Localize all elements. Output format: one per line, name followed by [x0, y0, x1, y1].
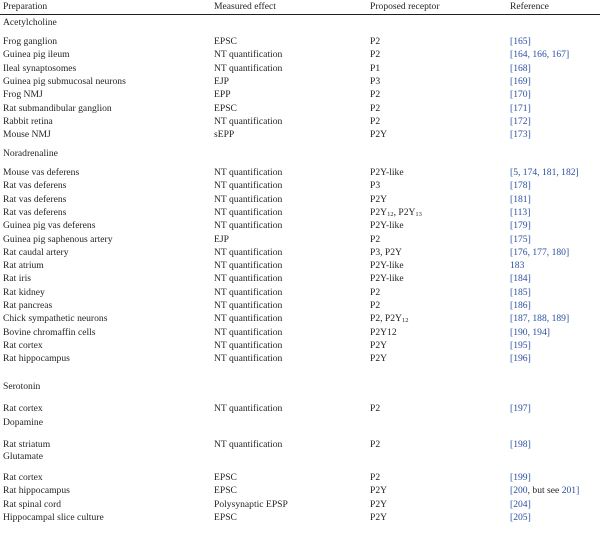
measured-effect-cell: NT quantification — [214, 339, 283, 351]
proposed-receptor-cell — [370, 116, 380, 127]
table-row — [0, 472, 600, 484]
proposed-receptor-cell — [370, 129, 387, 140]
proposed-receptor-cell — [370, 472, 380, 483]
reference-cell — [510, 313, 569, 324]
table-row — [0, 512, 600, 524]
receptor-text: P2 — [370, 472, 381, 483]
reference-cell — [510, 340, 531, 351]
table-row — [0, 63, 600, 75]
receptor-text: P2 — [370, 36, 381, 47]
reference-link[interactable]: [196] — [510, 353, 531, 365]
receptor-text: P2 — [370, 300, 381, 311]
measured-effect-cell: NT quantification — [214, 220, 283, 232]
table-row — [0, 313, 600, 325]
reference-cell — [510, 499, 531, 510]
header-preparation: Preparation — [3, 1, 48, 12]
receptor-text: P2Y-like — [370, 260, 404, 272]
measured-effect-cell: NT quantification — [214, 403, 283, 414]
proposed-receptor-cell — [370, 313, 409, 324]
measured-effect-cell: Polysynaptic EPSP — [214, 498, 288, 510]
measured-effect-cell: NT quantification — [214, 167, 283, 178]
table-row — [0, 300, 600, 312]
measured-effect-cell: NT quantification — [214, 49, 283, 61]
receptor-text: P2 — [370, 439, 381, 450]
measured-effect-cell: sEPP — [214, 129, 235, 141]
proposed-receptor-cell — [370, 260, 404, 271]
reference-link[interactable]: [179] — [510, 220, 531, 232]
table-row — [0, 234, 600, 246]
proposed-receptor-cell — [370, 220, 404, 231]
measured-effect-cell: NT quantification — [214, 313, 283, 325]
section-heading: Acetylcholine — [3, 17, 57, 28]
measured-effect-cell: NT quantification — [214, 206, 283, 218]
reference-cell — [510, 353, 531, 364]
reference-cell — [510, 300, 531, 311]
measured-effect-cell: NT quantification — [214, 62, 283, 74]
reference-link[interactable]: [171] — [510, 102, 531, 114]
receptor-text: P2Y — [370, 206, 388, 218]
reference-cell — [510, 287, 531, 298]
proposed-receptor-cell — [370, 49, 380, 60]
receptor-subscript: 12 — [402, 317, 409, 325]
reference-link[interactable]: [165] — [510, 36, 531, 47]
reference-link[interactable]: [181] — [510, 193, 531, 205]
preparation-cell: Mouse vas deferens — [3, 167, 80, 178]
receptor-text: P2Y — [370, 193, 388, 205]
reference-cell — [510, 194, 531, 205]
measured-effect-cell: NT quantification — [214, 193, 283, 205]
reference-cell — [510, 63, 531, 74]
table-row — [0, 76, 600, 88]
proposed-receptor-cell — [370, 36, 380, 47]
reference-cell — [510, 167, 579, 178]
preparation-cell: Rabbit retina — [3, 115, 53, 127]
preparation-cell: Rat cortex — [3, 403, 43, 414]
reference-link[interactable]: [190, 194] — [510, 326, 550, 338]
preparation-cell: Rat vas deferens — [3, 180, 67, 192]
measured-effect-cell: NT quantification — [214, 300, 283, 311]
section-heading: Serotonin — [3, 381, 41, 392]
table-row — [0, 167, 600, 179]
measured-effect-cell: EPSC — [214, 485, 237, 497]
reference-cell — [510, 485, 579, 496]
measured-effect-cell: NT quantification — [214, 326, 283, 338]
reference-link[interactable]: [185] — [510, 286, 531, 298]
reference-link[interactable]: [164, 166, 167] — [510, 49, 570, 61]
receptor-text: P2Y12 — [370, 326, 397, 338]
table-row — [0, 403, 600, 415]
reference-cell — [510, 439, 531, 450]
reference-link[interactable]: [172] — [510, 115, 531, 127]
receptor-text: P2Y-like — [370, 273, 404, 285]
receptor-text: P2 — [370, 403, 381, 414]
reference-link[interactable]: [169] — [510, 75, 531, 87]
proposed-receptor-cell — [370, 76, 380, 87]
receptor-text: P2Y — [370, 498, 388, 510]
preparation-cell: Rat hippocampus — [3, 353, 70, 365]
preparation-cell: Rat striatum — [3, 439, 51, 450]
reference-cell — [510, 220, 531, 231]
proposed-receptor-cell — [370, 103, 380, 114]
reference-cell — [510, 247, 569, 258]
measured-effect-cell: EJP — [214, 233, 229, 245]
preparation-cell: Mouse NMJ — [3, 129, 51, 141]
receptor-text: P2 — [370, 115, 381, 127]
table-row — [0, 49, 600, 61]
proposed-receptor-cell — [370, 439, 380, 450]
reference-link[interactable]: [197] — [510, 403, 531, 414]
receptor-text: , P2Y — [393, 206, 416, 218]
preparation-cell: Guinea pig submucosal neurons — [3, 75, 126, 87]
receptor-text: P2 — [370, 233, 381, 245]
preparation-cell: Rat submandibular ganglion — [3, 102, 112, 114]
table-row — [0, 194, 600, 206]
reference-cell — [510, 76, 531, 87]
proposed-receptor-cell — [370, 287, 380, 298]
preparation-cell: Rat cortex — [3, 472, 43, 483]
receptor-text: P2 — [370, 89, 381, 101]
receptor-text: P1 — [370, 62, 381, 74]
reference-cell — [510, 36, 531, 47]
preparation-cell: Rat hippocampus — [3, 485, 70, 497]
preparation-cell: Frog NMJ — [3, 89, 43, 101]
reference-link[interactable]: [184] — [510, 273, 531, 285]
table-row — [0, 220, 600, 232]
measured-effect-cell: NT quantification — [214, 273, 283, 285]
proposed-receptor-cell — [370, 340, 387, 351]
reference-cell — [510, 207, 530, 218]
reference-link[interactable]: ] — [576, 485, 580, 497]
preparation-cell: Guinea pig saphenous artery — [3, 233, 113, 245]
preparation-cell: Ileal synaptosomes — [3, 62, 77, 74]
measured-effect-cell: NT quantification — [214, 286, 283, 298]
reference-link[interactable]: [173] — [510, 129, 531, 141]
reference-link[interactable]: [198] — [510, 439, 531, 450]
table-row — [0, 439, 600, 451]
proposed-receptor-cell — [370, 499, 387, 510]
reference-link[interactable]: [5, 174, 181, 182] — [510, 167, 579, 178]
measured-effect-cell: NT quantification — [214, 246, 283, 258]
reference-link[interactable]: [187, 188, 189] — [510, 313, 570, 325]
reference-link[interactable]: [204] — [510, 498, 531, 510]
proposed-receptor-cell — [370, 194, 387, 205]
proposed-receptor-cell — [370, 273, 404, 284]
preparation-cell: Rat iris — [3, 273, 31, 285]
proposed-receptor-cell — [370, 167, 404, 178]
proposed-receptor-cell — [370, 180, 380, 191]
measured-effect-cell: EPSC — [214, 36, 237, 47]
measured-effect-cell: EPSC — [214, 102, 237, 114]
receptor-text: P2Y-like — [370, 167, 404, 178]
reference-cell — [510, 89, 531, 100]
preparation-cell: Hippocampal slice culture — [3, 511, 104, 523]
table-row — [0, 207, 600, 219]
table-row — [0, 340, 600, 352]
reference-link[interactable]: 201 — [561, 485, 577, 497]
header-reference: Reference — [510, 1, 549, 12]
reference-link[interactable]: [170] — [510, 89, 531, 101]
receptor-subscript: 12 — [387, 210, 394, 218]
measured-effect-cell: EPSC — [214, 472, 237, 483]
table-row — [0, 180, 600, 192]
preparation-cell: Chick sympathetic neurons — [3, 313, 108, 325]
reference-link[interactable]: [176, 177, 180] — [510, 246, 570, 258]
receptor-text: P2Y — [370, 339, 388, 351]
header-rule — [0, 14, 600, 15]
reference-link[interactable]: [199] — [510, 472, 531, 483]
table-row — [0, 103, 600, 115]
reference-link[interactable]: [200 — [510, 485, 528, 497]
measured-effect-cell: NT quantification — [214, 353, 283, 365]
measured-effect-cell: NT quantification — [214, 260, 283, 272]
table-row — [0, 485, 600, 497]
reference-cell — [510, 403, 531, 414]
table-row — [0, 260, 600, 272]
header-measured-effect: Measured effect — [214, 1, 276, 12]
reference-link[interactable]: 183 — [510, 260, 525, 272]
table-row — [0, 327, 600, 339]
table-row — [0, 353, 600, 365]
reference-cell — [510, 49, 569, 60]
section-heading: Glutamate — [3, 451, 43, 462]
receptor-text: P3 — [370, 180, 381, 192]
reference-link[interactable]: [168] — [510, 62, 531, 74]
header-proposed-receptor: Proposed receptor — [370, 1, 440, 12]
proposed-receptor-cell — [370, 353, 387, 364]
section-heading: Dopamine — [3, 417, 43, 428]
proposed-receptor-cell — [370, 63, 380, 74]
reference-link[interactable]: [205] — [510, 511, 531, 523]
receptor-text: P3, P2Y — [370, 246, 402, 258]
receptor-text: P2Y — [370, 485, 388, 497]
proposed-receptor-cell — [370, 327, 397, 338]
preparation-cell: Rat atrium — [3, 260, 44, 272]
reference-note: , but see — [527, 485, 562, 497]
receptor-text: P2 — [370, 102, 381, 114]
receptor-text: P2Y — [370, 511, 388, 523]
reference-link[interactable]: [113] — [510, 206, 531, 218]
preparation-cell: Rat vas deferens — [3, 193, 67, 205]
receptor-text: P2 — [370, 286, 381, 298]
reference-cell — [510, 129, 531, 140]
table-row — [0, 499, 600, 511]
receptor-text: P3 — [370, 75, 381, 87]
reference-cell — [510, 273, 531, 284]
reference-cell — [510, 116, 531, 127]
reference-link[interactable]: [178] — [510, 180, 531, 192]
proposed-receptor-cell — [370, 403, 380, 414]
reference-cell — [510, 472, 531, 483]
receptor-subscript: 13 — [415, 210, 422, 218]
measured-effect-cell: EPSC — [214, 511, 237, 523]
table-row — [0, 36, 600, 48]
preparation-cell: Rat kidney — [3, 286, 45, 298]
table-row — [0, 287, 600, 299]
preparation-cell: Rat vas deferens — [3, 206, 67, 218]
reference-cell — [510, 327, 550, 338]
proposed-receptor-cell — [370, 89, 380, 100]
preparation-cell: Bovine chromaffin cells — [3, 326, 96, 338]
reference-cell — [510, 260, 524, 271]
preparation-cell: Rat cortex — [3, 339, 43, 351]
reference-link[interactable]: [195] — [510, 339, 531, 351]
receptor-text: P2 — [370, 49, 381, 61]
reference-link[interactable]: [186] — [510, 300, 531, 311]
measured-effect-cell: NT quantification — [214, 115, 283, 127]
preparation-cell: Frog ganglion — [3, 36, 58, 47]
proposed-receptor-cell — [370, 485, 387, 496]
section-heading: Noradrenaline — [3, 148, 58, 159]
preparation-cell: Guinea pig ileum — [3, 49, 70, 61]
table-row — [0, 89, 600, 101]
proposed-receptor-cell — [370, 207, 422, 218]
reference-cell — [510, 180, 531, 191]
reference-cell — [510, 512, 531, 523]
reference-link[interactable]: [175] — [510, 233, 531, 245]
proposed-receptor-cell — [370, 300, 380, 311]
receptor-text: P2Y — [370, 353, 388, 365]
reference-cell — [510, 103, 531, 114]
measured-effect-cell: EJP — [214, 75, 229, 87]
preparation-cell: Rat caudal artery — [3, 246, 69, 258]
measured-effect-cell: NT quantification — [214, 180, 283, 192]
preparation-cell: Rat spinal cord — [3, 498, 62, 510]
measured-effect-cell: NT quantification — [214, 439, 283, 450]
table-row — [0, 116, 600, 128]
preparation-cell: Rat pancreas — [3, 300, 53, 311]
proposed-receptor-cell — [370, 247, 402, 258]
measured-effect-cell: EPP — [214, 89, 231, 101]
proposed-receptor-cell — [370, 234, 380, 245]
receptor-text: P2, P2Y — [370, 313, 402, 325]
proposed-receptor-cell — [370, 512, 387, 523]
reference-cell — [510, 234, 531, 245]
receptor-text: P2Y-like — [370, 220, 404, 232]
receptor-text: P2Y — [370, 129, 388, 141]
table-row — [0, 247, 600, 259]
table-row — [0, 129, 600, 141]
preparation-cell: Guinea pig vas deferens — [3, 220, 96, 232]
table-row — [0, 273, 600, 285]
